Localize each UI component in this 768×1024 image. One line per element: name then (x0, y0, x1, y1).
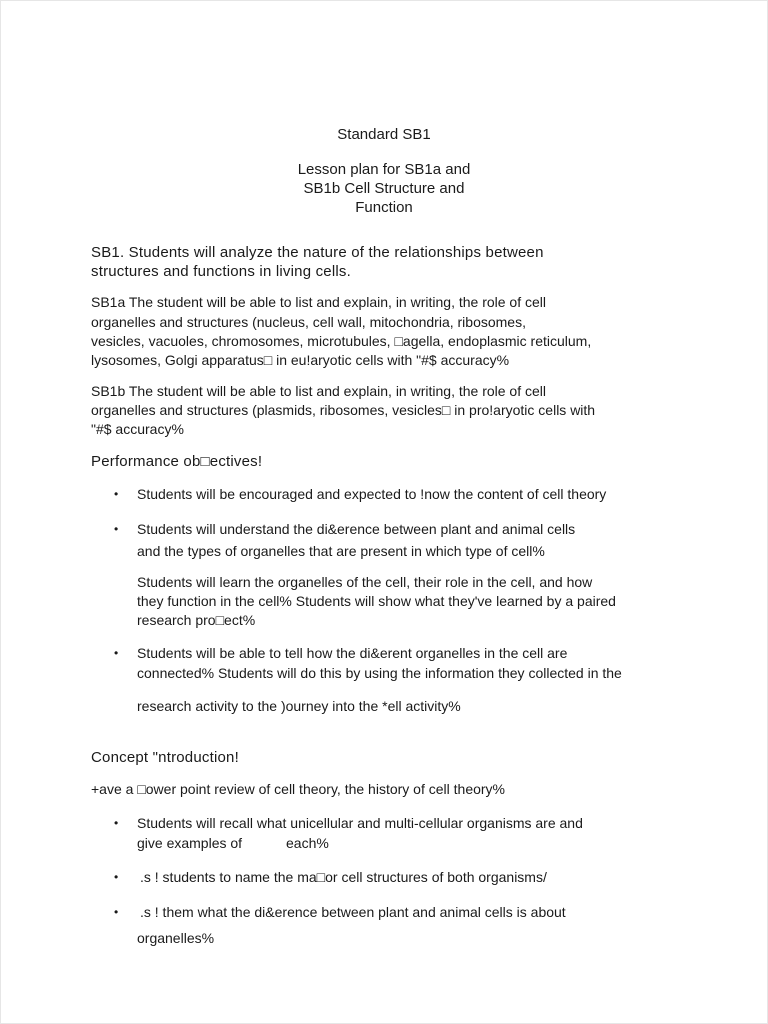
objective-paragraph-line: they function in the cell% Students will show what they've learned by a paired (137, 593, 616, 609)
standard-statement-line: structures and functions in living cells. (91, 263, 351, 280)
sb1b-line: SB1b The student will be able to list and explain, in writing, the role of cell (91, 383, 546, 399)
objective-item: research activity to the )ourney into the *ell activity% (137, 698, 461, 714)
concept-item: give examples of (137, 835, 243, 851)
objective-item: Students will be encouraged and expected to !now the content of cell theory (137, 486, 607, 502)
concept-item: Students will recall what unicellular and multi-cellular organisms are and (137, 815, 583, 831)
sb1a-line: organelles and structures (nucleus, cell wall, mitochondria, ribosomes, (91, 314, 526, 330)
concept-item: each% (286, 835, 329, 851)
bullet-dot: • (114, 816, 119, 830)
objective-item: Students will understand the di&erence between plant and animal cells (137, 521, 576, 537)
sb1b-line: organelles and structures (plasmids, ribosomes, vesicles□ in pro!aryotic cells with (91, 402, 596, 418)
sb1a-line: vesicles, vacuoles, chromosomes, microtubules, □agella, endoplasmic reticulum, (91, 333, 592, 349)
performance-objectives-heading: Performance ob□ectives! (91, 453, 263, 470)
concept-item: .s ! students to name the ma□or cell structures of both organisms/ (140, 869, 547, 885)
document-title: Standard SB1 (337, 126, 431, 143)
sb1b-line: "#$ accuracy% (91, 421, 184, 437)
concept-item: organelles% (137, 930, 215, 946)
objective-item: Students will be able to tell how the di&erent organelles in the cell are (137, 645, 568, 661)
sb1a-line: SB1a The student will be able to list and explain, in writing, the role of cell (91, 294, 546, 310)
subtitle-line: Lesson plan for SB1a and (297, 161, 471, 178)
objective-item: connected% Students will do this by using the information they collected in the (137, 665, 622, 681)
bullet-dot: • (114, 487, 119, 501)
bullet-dot: • (114, 522, 119, 536)
sb1a-line: lysosomes, Golgi apparatus□ in eu!aryotic cells with "#$ accuracy% (91, 352, 510, 368)
bullet-dot: • (114, 870, 119, 884)
concept-introduction-heading: Concept "ntroduction! (91, 749, 239, 766)
concept-intro-text: +ave a □ower point review of cell theory, the history of cell theory% (91, 781, 506, 797)
bullet-dot: • (114, 905, 119, 919)
objective-paragraph-line: research pro□ect% (137, 612, 256, 628)
objective-paragraph-line: Students will learn the organelles of the cell, their role in the cell, and how (137, 574, 593, 590)
concept-item: .s ! them what the di&erence between plant and animal cells is about (140, 904, 566, 920)
standard-statement-line: SB1. Students will analyze the nature of the relationships between (91, 244, 544, 261)
subtitle-line: SB1b Cell Structure and (303, 180, 465, 197)
subtitle-line: Function (355, 199, 413, 216)
bullet-dot: • (114, 646, 119, 660)
objective-item: and the types of organelles that are present in which type of cell% (137, 543, 545, 559)
document-subtitle (0, 160, 768, 217)
